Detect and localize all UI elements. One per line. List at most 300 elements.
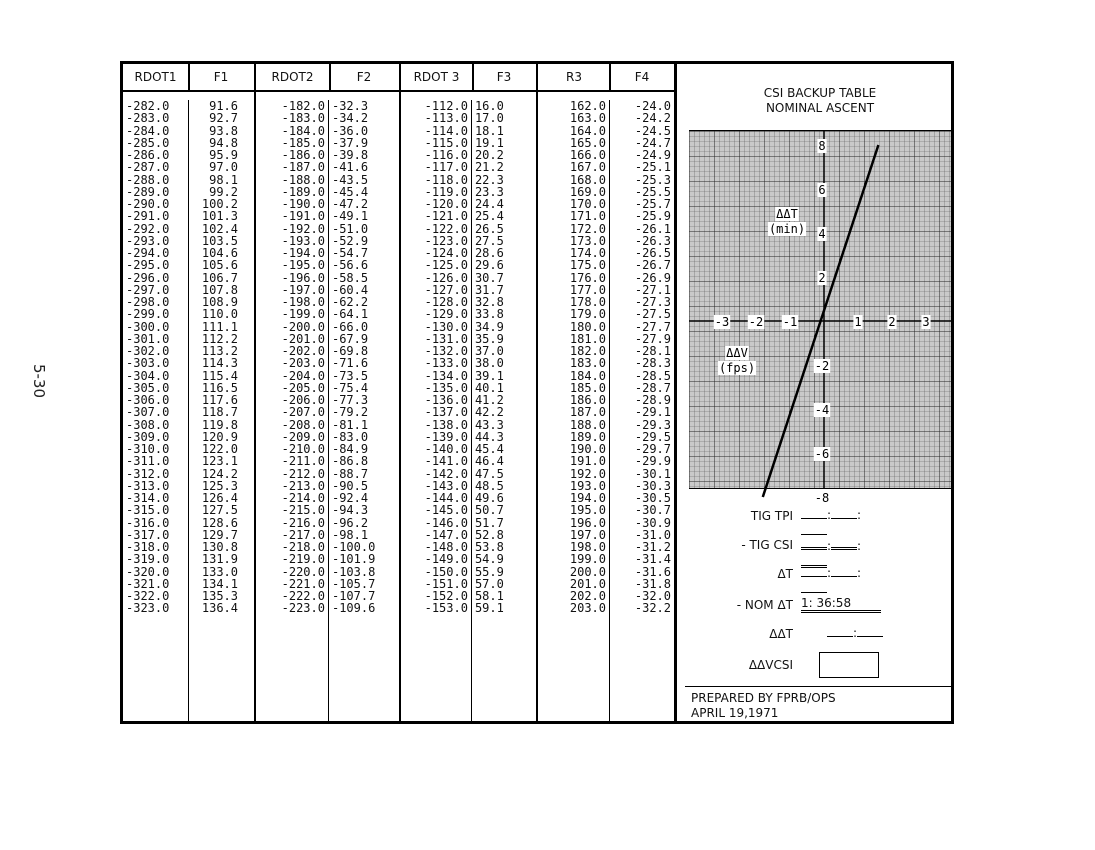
table-cell: -47.2 (331, 197, 369, 211)
r3-column (538, 100, 610, 721)
table-cell: -297.0 (126, 282, 170, 297)
x-tick-label: -1 (782, 315, 798, 329)
table-cell: -319.0 (126, 552, 170, 567)
table-cell: -141.0 (424, 454, 468, 469)
table-cell: -117.0 (424, 160, 468, 175)
table-cell: -64.1 (331, 307, 369, 322)
table-cell: -26.7 (634, 258, 671, 273)
table-cell: -25.9 (634, 209, 671, 224)
table-cell: 27.5 (474, 233, 504, 248)
table-cell: -54.7 (331, 246, 369, 260)
panel-title (689, 86, 951, 116)
table-cell: 136.4 (201, 601, 238, 616)
table-cell: 117.6 (201, 393, 238, 407)
table-cell: 167.0 (569, 160, 606, 175)
table-cell: -193.0 (281, 233, 325, 248)
x-axis-label-unit: (fps) (718, 361, 756, 375)
table-cell: 192.0 (569, 466, 606, 481)
y-tick-label: -8 (814, 491, 830, 505)
panel-title-line2: NOMINAL ASCENT (765, 101, 875, 115)
table-cell: -27.9 (634, 331, 671, 346)
table-cell: -194.0 (281, 246, 325, 260)
table-cell: 201.0 (569, 576, 606, 591)
table-cell: -112.0 (424, 99, 468, 113)
table-cell: -31.4 (634, 552, 671, 567)
table-cell: 42.2 (474, 405, 504, 420)
table-cell: -27.7 (634, 319, 671, 334)
table-cell: -323.0 (126, 601, 170, 616)
delta-delta-vcsi-box[interactable] (819, 652, 879, 678)
table-cell: 17.0 (474, 111, 504, 126)
table-header (538, 64, 674, 92)
table-cell: -120.0 (424, 197, 468, 211)
delta-delta-t-field[interactable]: : (827, 624, 909, 640)
table-cell: 97.0 (209, 160, 238, 175)
table-cell: 184.0 (569, 368, 606, 383)
table-cell: -81.1 (331, 417, 369, 432)
table-cell: -30.1 (634, 466, 671, 481)
table-cell: -92.4 (331, 491, 369, 505)
table-cell: -27.3 (634, 295, 671, 309)
table-cell: -31.8 (634, 576, 671, 591)
table-cell: 29.6 (474, 258, 504, 273)
table-cell: 103.5 (201, 233, 238, 248)
table-cell: -299.0 (126, 307, 170, 322)
table-cell: -312.0 (126, 466, 170, 481)
table-cell: 53.8 (474, 540, 504, 554)
table-cell: -211.0 (281, 454, 325, 469)
table-cell: -98.1 (331, 527, 369, 542)
table-cell: 165.0 (569, 135, 606, 150)
table-cell: 162.0 (569, 99, 606, 113)
table-cell: -88.7 (331, 466, 369, 481)
table-cell: 199.0 (569, 552, 606, 567)
table-cell: -204.0 (281, 368, 325, 383)
table-rdot1 (123, 64, 256, 721)
table-cell: -284.0 (126, 123, 170, 138)
table-cell: 187.0 (569, 405, 606, 420)
table-cell: -307.0 (126, 405, 170, 420)
table-cell: 111.1 (201, 319, 238, 334)
table-cell: -24.5 (634, 123, 671, 138)
table-cell: -151.0 (424, 576, 468, 591)
table-cell: -219.0 (281, 552, 325, 567)
table-cell: 94.8 (209, 135, 238, 150)
table-cell: -26.9 (634, 270, 671, 285)
table-cell: 196.0 (569, 515, 606, 530)
table-cell: -202.0 (281, 344, 325, 358)
table-cell: 28.6 (474, 246, 504, 260)
table-cell: 194.0 (569, 491, 606, 505)
table-cell: -149.0 (424, 552, 468, 567)
table-cell: -321.0 (126, 576, 170, 591)
prepared-by: PREPARED BY FPRB/OPS (691, 691, 836, 705)
table-cell: 16.0 (474, 99, 504, 113)
table-cell: -49.1 (331, 209, 369, 224)
table-cell: -105.7 (331, 576, 376, 591)
table-cell: -123.0 (424, 233, 468, 248)
table-cell: -198.0 (281, 295, 325, 309)
y-tick-label: 4 (818, 227, 826, 241)
table-cell: 32.8 (474, 295, 504, 309)
table-cell: 100.2 (201, 197, 238, 211)
table-cell: -39.8 (331, 148, 369, 162)
table-cell: -24.0 (634, 99, 671, 113)
table-cell: -56.6 (331, 258, 369, 273)
table-cell: -115.0 (424, 135, 468, 150)
table-cell: -221.0 (281, 576, 325, 591)
table-cell: 30.7 (474, 270, 504, 285)
table-cell: -303.0 (126, 356, 170, 371)
table-cell: 35.9 (474, 331, 504, 346)
table-cell: 125.3 (201, 478, 238, 493)
table-cell: -322.0 (126, 589, 170, 603)
table-cell: 19.1 (474, 135, 504, 150)
table-cell: -291.0 (126, 209, 170, 224)
table-cell: 195.0 (569, 503, 606, 518)
tig-csi-field[interactable]: : : (801, 535, 883, 571)
delta-delta-chart (689, 130, 951, 505)
table-cell: -26.3 (634, 233, 671, 248)
table-cell: 120.9 (201, 429, 238, 444)
table-cell: -137.0 (424, 405, 468, 420)
x-tick-label: 1 (854, 315, 862, 329)
table-cell: 179.0 (569, 307, 606, 322)
tig-csi-label: - TIG CSI (741, 538, 793, 552)
table-cell: -139.0 (424, 429, 468, 444)
table-cell: 168.0 (569, 172, 606, 187)
table-header (256, 64, 399, 92)
table-cell: -86.8 (331, 454, 369, 469)
table-cell: -190.0 (281, 197, 325, 211)
column-header-f3: F3 (496, 70, 512, 84)
table-cell: -145.0 (424, 503, 468, 518)
delta-t-label: ΔT (777, 567, 793, 581)
column-header-rdot3: RDOT 3 (413, 70, 460, 84)
table-cell: -207.0 (281, 405, 325, 420)
table-cell: 173.0 (569, 233, 606, 248)
table-cell: -199.0 (281, 307, 325, 322)
table-r3 (538, 64, 677, 721)
table-cell: -77.3 (331, 393, 369, 407)
table-cell: 54.9 (474, 552, 504, 567)
table-cell: -282.0 (126, 99, 170, 113)
table-cell: -52.9 (331, 233, 369, 248)
table-cell: 116.5 (201, 380, 238, 395)
table-cell: 59.1 (474, 601, 504, 616)
delta-delta-t-label: ΔΔT (769, 627, 793, 641)
table-cell: -26.5 (634, 246, 671, 260)
table-cell: -300.0 (126, 319, 170, 334)
table-cell: -103.8 (331, 564, 376, 579)
table-cell: -24.9 (634, 148, 671, 162)
table-cell: -32.0 (634, 589, 671, 603)
table-cell: 38.0 (474, 356, 504, 371)
table-cell: -41.6 (331, 160, 369, 175)
table-cell: -216.0 (281, 515, 325, 530)
table-cell: -283.0 (126, 111, 170, 126)
table-cell: 118.7 (201, 405, 238, 420)
table-rdot3 (401, 64, 538, 721)
table-cell: -131.0 (424, 331, 468, 346)
table-cell: 108.9 (201, 295, 238, 309)
table-cell: 185.0 (569, 380, 606, 395)
column-header-f1: F1 (213, 70, 229, 84)
table-cell: -31.2 (634, 540, 671, 554)
table-cell: -309.0 (126, 429, 170, 444)
table-cell: 115.4 (201, 368, 238, 383)
calculation-form (689, 494, 951, 684)
table-cell: 169.0 (569, 184, 606, 199)
table-rdot2 (256, 64, 401, 721)
table-cell: -294.0 (126, 246, 170, 260)
table-cell: -28.1 (634, 344, 671, 358)
table-cell: 134.1 (201, 576, 238, 591)
table-cell: -289.0 (126, 184, 170, 199)
tig-tpi-label: TIG TPI (750, 509, 793, 523)
table-cell: 48.5 (474, 478, 504, 493)
table-cell: -27.5 (634, 307, 671, 322)
table-cell: -134.0 (424, 368, 468, 383)
table-cell: -118.0 (424, 172, 468, 187)
table-cell: 164.0 (569, 123, 606, 138)
table-cell: 99.2 (209, 184, 238, 199)
table-cell: -285.0 (126, 135, 170, 150)
table-cell: -135.0 (424, 380, 468, 395)
table-cell: -130.0 (424, 319, 468, 334)
table-cell: 47.5 (474, 466, 504, 481)
table-cell: 191.0 (569, 454, 606, 469)
table-cell: -101.9 (331, 552, 376, 567)
y-tick-label: 8 (818, 139, 826, 153)
table-cell: -132.0 (424, 344, 468, 358)
table-cell: -200.0 (281, 319, 325, 334)
x-tick-label: 2 (888, 315, 896, 329)
table-cell: -128.0 (424, 295, 468, 309)
y-axis-label-unit: (min) (768, 222, 806, 236)
table-cell: -28.3 (634, 356, 671, 371)
table-cell: 40.1 (474, 380, 504, 395)
table-cell: -69.8 (331, 344, 369, 358)
table-cell: -220.0 (281, 564, 325, 579)
y-axis-label: ΔΔT (776, 207, 798, 221)
table-cell: -146.0 (424, 515, 468, 530)
table-cell: -75.4 (331, 380, 369, 395)
table-cell: 113.2 (201, 344, 238, 358)
table-cell: -201.0 (281, 331, 325, 346)
table-cell: -133.0 (424, 356, 468, 371)
table-cell: -197.0 (281, 282, 325, 297)
table-cell: 181.0 (569, 331, 606, 346)
table-cell: 105.6 (201, 258, 238, 273)
table-cell: 171.0 (569, 209, 606, 224)
table-cell: -192.0 (281, 221, 325, 236)
table-cell: 57.0 (474, 576, 504, 591)
table-cell: -43.5 (331, 172, 369, 187)
table-cell: -31.6 (634, 564, 671, 579)
table-cell: -29.9 (634, 454, 671, 469)
table-cell: -29.7 (634, 442, 671, 456)
table-cell: 163.0 (569, 111, 606, 126)
table-cell: -122.0 (424, 221, 468, 236)
csi-panel (677, 64, 951, 721)
table-cell: -186.0 (281, 148, 325, 162)
table-cell: 130.8 (201, 540, 238, 554)
delta-t-field[interactable]: : : (801, 564, 883, 596)
delta-delta-vcsi-label: ΔΔVCSI (748, 658, 793, 672)
table-cell: 25.4 (474, 209, 504, 224)
table-cell: 55.9 (474, 564, 504, 579)
table-cell: 98.1 (209, 172, 238, 187)
table-cell: 112.2 (201, 331, 238, 346)
prepared-date: APRIL 19,1971 (691, 706, 779, 720)
table-cell: -302.0 (126, 344, 170, 358)
table-cell: -315.0 (126, 503, 170, 518)
table-cell: -32.2 (634, 601, 671, 616)
table-cell: 52.8 (474, 527, 504, 542)
table-cell: -28.5 (634, 368, 671, 383)
table-cell: -25.3 (634, 172, 671, 187)
table-cell: -28.7 (634, 380, 671, 395)
table-cell: 20.2 (474, 148, 504, 162)
table-cell: -320.0 (126, 564, 170, 579)
table-cell: 18.1 (474, 123, 504, 138)
x-tick-label: 3 (922, 315, 930, 329)
table-cell: -60.4 (331, 282, 369, 297)
table-cell: -119.0 (424, 184, 468, 199)
table-cell: -311.0 (126, 454, 170, 469)
table-cell: 123.1 (201, 454, 238, 469)
table-cell: -306.0 (126, 393, 170, 407)
column-header-f2: F2 (356, 70, 372, 84)
rdot2-column (256, 100, 329, 721)
table-cell: -83.0 (331, 429, 369, 444)
table-cell: -188.0 (281, 172, 325, 187)
table-cell: -183.0 (281, 111, 325, 126)
table-cell: 133.0 (201, 564, 238, 579)
table-cell: -212.0 (281, 466, 325, 481)
table-cell: -222.0 (281, 589, 325, 603)
table-cell: 189.0 (569, 429, 606, 444)
table-cell: 106.7 (201, 270, 238, 285)
table-cell: 102.4 (201, 221, 238, 236)
table-cell: -26.1 (634, 221, 671, 236)
table-cell: 200.0 (569, 564, 606, 579)
table-cell: -138.0 (424, 417, 468, 432)
table-cell: -147.0 (424, 527, 468, 542)
table-cell: 127.5 (201, 503, 238, 518)
table-cell: 101.3 (201, 209, 238, 224)
table-cell: -223.0 (281, 601, 325, 616)
table-cell: -29.1 (634, 405, 671, 420)
table-cell: -30.3 (634, 478, 671, 493)
table-cell: -79.2 (331, 405, 369, 420)
table-cell: -58.5 (331, 270, 369, 285)
tig-tpi-field[interactable]: : : (801, 506, 883, 538)
table-cell: -25.1 (634, 160, 671, 175)
table-cell: -182.0 (281, 99, 325, 113)
table-cell: 43.3 (474, 417, 504, 432)
table-cell: 104.6 (201, 246, 238, 260)
table-cell: 188.0 (569, 417, 606, 432)
table-cell: -107.7 (331, 589, 376, 603)
table-cell: -25.7 (634, 197, 671, 211)
table-cell: -126.0 (424, 270, 468, 285)
table-cell: -129.0 (424, 307, 468, 322)
table-cell: -67.9 (331, 331, 369, 346)
table-cell: 31.7 (474, 282, 504, 297)
table-cell: -90.5 (331, 478, 369, 493)
table-cell: 177.0 (569, 282, 606, 297)
table-cell: -114.0 (424, 123, 468, 138)
table-cell: 186.0 (569, 393, 606, 407)
table-cell: 124.2 (201, 466, 238, 481)
column-header-rdot2: RDOT2 (271, 70, 314, 84)
f2-column (329, 100, 399, 721)
table-cell: -37.9 (331, 135, 369, 150)
table-cell: 180.0 (569, 319, 606, 334)
table-cell: 126.4 (201, 491, 238, 505)
table-cell: -208.0 (281, 417, 325, 432)
table-cell: 92.7 (209, 111, 238, 126)
table-cell: 51.7 (474, 515, 504, 530)
table-cell: -148.0 (424, 540, 468, 554)
table-cell: -34.2 (331, 111, 369, 126)
table-cell: 23.3 (474, 184, 504, 199)
y-tick-label: -2 (814, 359, 830, 373)
rdot1-column (123, 100, 189, 721)
table-cell: -136.0 (424, 393, 468, 407)
y-tick-label: -6 (814, 447, 830, 461)
y-tick-label: 2 (818, 271, 826, 285)
table-cell: -51.0 (331, 221, 369, 236)
table-cell: -30.7 (634, 503, 671, 518)
x-tick-label: -3 (714, 315, 730, 329)
table-cell: -184.0 (281, 123, 325, 138)
table-cell: -84.9 (331, 442, 369, 456)
table-cell: 198.0 (569, 540, 606, 554)
footer (685, 686, 951, 721)
table-cell: -109.6 (331, 601, 376, 616)
f1-column (189, 100, 241, 721)
table-cell: -317.0 (126, 527, 170, 542)
table-cell: -116.0 (424, 148, 468, 162)
table-cell: -140.0 (424, 442, 468, 456)
table-cell: 49.6 (474, 491, 504, 505)
f3-column (472, 100, 536, 721)
table-cell: -295.0 (126, 258, 170, 273)
table-cell: -24.2 (634, 111, 671, 126)
table-cell: -292.0 (126, 221, 170, 236)
table-cell: 41.2 (474, 393, 504, 407)
table-cell: -305.0 (126, 380, 170, 395)
table-cell: 110.0 (201, 307, 238, 322)
table-cell: 175.0 (569, 258, 606, 273)
table-cell: -301.0 (126, 331, 170, 346)
column-header-rdot1: RDOT1 (134, 70, 177, 84)
table-cell: 182.0 (569, 344, 606, 358)
table-cell: 45.4 (474, 442, 504, 456)
table-cell: 170.0 (569, 197, 606, 211)
table-cell: -293.0 (126, 233, 170, 248)
column-header-f4: F4 (634, 70, 650, 84)
table-cell: -203.0 (281, 356, 325, 371)
table-cell: -127.0 (424, 282, 468, 297)
table-cell: 166.0 (569, 148, 606, 162)
table-cell: -100.0 (331, 540, 376, 554)
table-cell: -189.0 (281, 184, 325, 199)
table-cell: -144.0 (424, 491, 468, 505)
